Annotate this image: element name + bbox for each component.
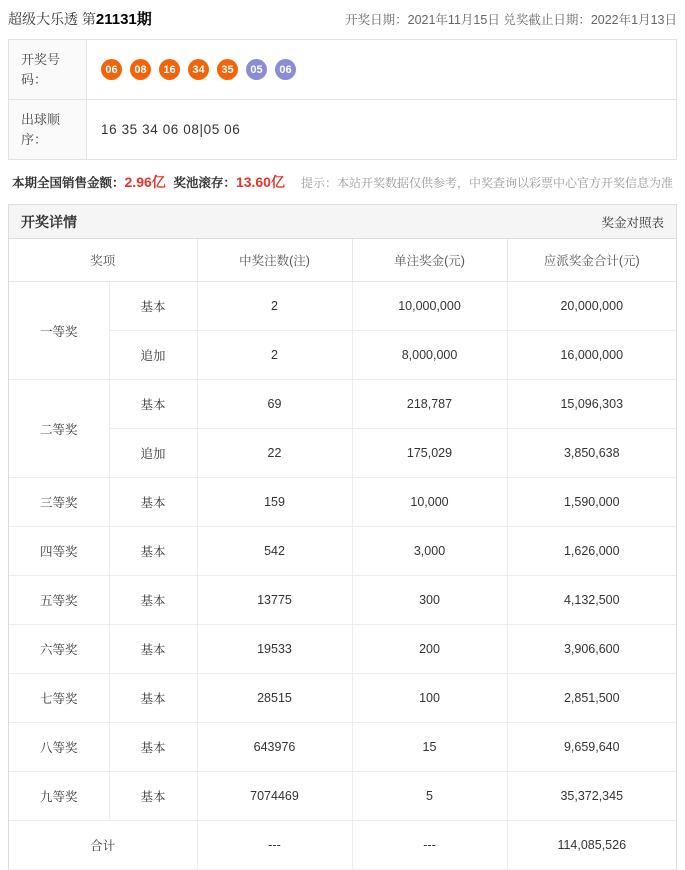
prize-count: 2 [197,282,352,331]
prize-total-amount: 4,132,500 [507,576,676,625]
prize-detail-panel [8,204,677,870]
column-header-unit: 单注奖金(元) [352,239,507,282]
prize-count: 28515 [197,674,352,723]
issue-number: 21131期 [95,11,152,28]
prize-level: 五等奖 [9,576,109,625]
prize-unit-amount: 218,787 [352,380,507,429]
ball-order-row [9,100,677,160]
prize-table-link[interactable]: 奖金对照表 [601,215,664,230]
prize-table-head [9,239,676,282]
prize-count: 643976 [197,723,352,772]
prize-unit-amount: 5 [352,772,507,821]
ball: 35 [217,59,238,80]
prize-unit-amount: 100 [352,674,507,723]
prize-type: 基本 [109,478,197,527]
table-row [9,625,676,674]
prize-total-amount: 1,590,000 [507,478,676,527]
deadline-value: 2022年1月13日 [590,12,677,27]
table-row [9,282,676,331]
pool-value: 13.60亿 [235,174,285,190]
ball-order-label: 出球顺序： [9,100,87,160]
prize-unit-amount: 10,000,000 [352,282,507,331]
prize-unit-amount: 3,000 [352,527,507,576]
prize-unit-amount: 10,000 [352,478,507,527]
prize-total-amount: 20,000,000 [507,282,676,331]
prize-level: 七等奖 [9,674,109,723]
draw-result-box [8,39,677,160]
prize-type: 基本 [109,527,197,576]
winning-numbers-label: 开奖号码： [9,40,87,100]
prize-table [9,239,676,870]
total-count: --- [197,821,352,870]
prize-type: 基本 [109,282,197,331]
table-header-row [9,239,676,282]
prize-total-amount: 16,000,000 [507,331,676,380]
prize-count: 159 [197,478,352,527]
total-label: 合计 [9,821,197,870]
table-row [9,380,676,429]
game-title [8,8,152,29]
prize-type: 基本 [109,772,197,821]
ball: 05 [246,59,267,80]
prize-count: 13775 [197,576,352,625]
column-header-level: 奖项 [9,239,197,282]
prize-total-amount: 3,906,600 [507,625,676,674]
draw-date-value: 2021年11月15日 [407,12,500,27]
prize-detail-header [9,205,676,239]
table-row [9,723,676,772]
ball: 34 [188,59,209,80]
prize-level: 三等奖 [9,478,109,527]
prize-total-amount: 2,851,500 [507,674,676,723]
sales-summary [8,160,677,204]
prize-table-body [9,282,676,870]
winning-numbers-row [9,40,677,100]
prize-total-amount: 9,659,640 [507,723,676,772]
prize-type: 基本 [109,576,197,625]
page-header [0,0,685,39]
winning-numbers-cell [87,40,677,100]
prize-type: 追加 [109,331,197,380]
ball: 08 [130,59,151,80]
prize-level: 四等奖 [9,527,109,576]
prize-count: 542 [197,527,352,576]
prize-total-amount: 35,372,345 [507,772,676,821]
table-row [9,429,676,478]
prize-type: 追加 [109,429,197,478]
prize-level: 六等奖 [9,625,109,674]
prize-level: 九等奖 [9,772,109,821]
sales-label: 本期全国销售金额： [12,176,125,190]
ball: 06 [275,59,296,80]
column-header-total: 应派奖金合计(元) [507,239,676,282]
total-unit-amount: --- [352,821,507,870]
table-row [9,478,676,527]
prize-level: 二等奖 [9,380,109,478]
draw-date-label: 开奖日期： [345,12,408,27]
prize-count: 19533 [197,625,352,674]
prize-level: 一等奖 [9,282,109,380]
prize-type: 基本 [109,625,197,674]
prize-unit-amount: 200 [352,625,507,674]
ball-order-value: 16 35 34 06 08|05 06 [101,122,241,137]
table-total-row [9,821,676,870]
prize-total-amount: 1,626,000 [507,527,676,576]
ball: 16 [159,59,180,80]
ball-order-cell [87,100,677,160]
prize-unit-amount: 300 [352,576,507,625]
prize-unit-amount: 175,029 [352,429,507,478]
prize-detail-title: 开奖详情 [21,213,77,230]
table-row [9,527,676,576]
ball-list [101,59,662,80]
prize-total-amount: 15,096,303 [507,380,676,429]
prize-count: 2 [197,331,352,380]
ball: 06 [101,59,122,80]
sales-value: 2.96亿 [124,174,166,190]
disclaimer-text: 提示：本站开奖数据仅供参考，中奖查询以彩票中心官方开奖信息为准 [300,175,673,190]
prize-type: 基本 [109,380,197,429]
prize-total-amount: 3,850,638 [507,429,676,478]
deadline-label: 兑奖截止日期： [503,12,591,27]
table-row [9,674,676,723]
prize-unit-amount: 8,000,000 [352,331,507,380]
total-amount: 114,085,526 [507,821,676,870]
game-name: 超级大乐透 第 [8,11,96,27]
prize-type: 基本 [109,674,197,723]
column-header-count: 中奖注数(注) [197,239,352,282]
prize-count: 7074469 [197,772,352,821]
table-row [9,772,676,821]
table-row [9,576,676,625]
date-info [345,10,677,28]
pool-label: 奖池滚存： [173,176,236,190]
prize-count: 69 [197,380,352,429]
prize-unit-amount: 15 [352,723,507,772]
prize-type: 基本 [109,723,197,772]
prize-count: 22 [197,429,352,478]
table-row [9,331,676,380]
prize-level: 八等奖 [9,723,109,772]
